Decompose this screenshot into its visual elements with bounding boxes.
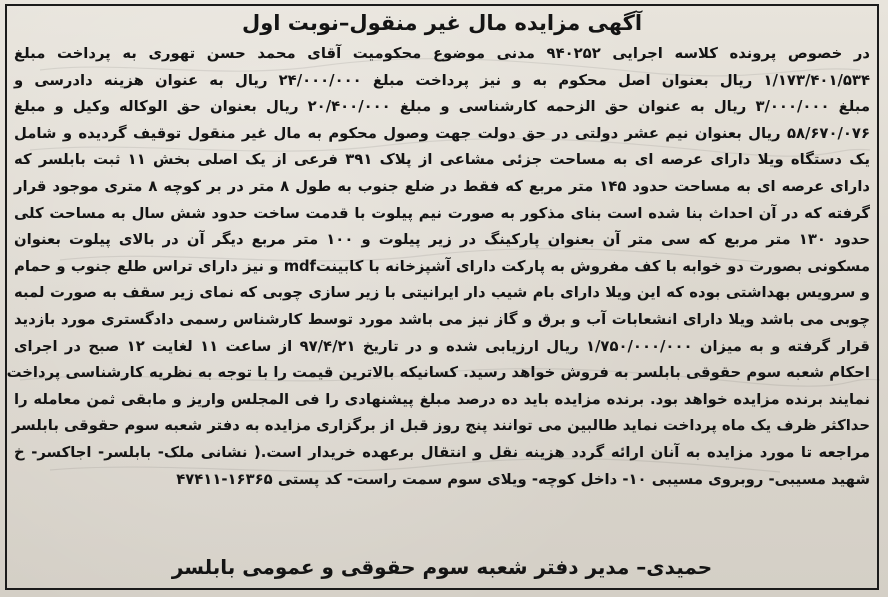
body-line: دارای عرصه ای به مساحت حدود ۱۴۵ متر مربع که فقط در ضلع جنوب به طول ۸ متر در بر کوچه ۸ متری موجود قرار [14, 177, 870, 195]
body-line: قرار گرفته و به میزان ۱/۷۵۰/۰۰۰/۰۰۰ ریال ارزیابی شده و در تاریخ ۹۷/۴/۲۱ از ساعت ۱۱ لغایت ۱۲ صبح در اجرای [14, 337, 870, 355]
body-line: احکام شعبه سوم حقوقی بابلسر به فروش خواهد رسید. کسانیکه بالاترین قیمت را با توجه به نظریه کارشناسی پرداخت [6, 364, 870, 382]
body-line: و سرویس بهداشتی بوده که این ویلا دارای بام شیب دار ایرانیتی با زیر سازی چوبی که نمای زیر سقف به صورت لمبه [14, 284, 870, 302]
notice-content [6, 8, 871, 584]
body-line: یک دستگاه ویلا دارای عرصه ای به مساحت جزئی مشاعی از پلاک ۳۹۱ فرعی از یک اصلی بخش ۱۱ ثبت بابلسر که [14, 151, 870, 169]
body-line: در خصوص پرونده کلاسه اجرایی ۹۴۰۲۵۲ مدنی موضوع محکومیت آقای محمد حسن تهوری به پرداخت مبلغ [14, 45, 871, 62]
body-line: مبلغ ۳/۰۰۰/۰۰۰ ریال به عنوان حق الزحمه کارشناسی و مبلغ ۲۰/۴۰۰/۰۰۰ ریال بعنوان حق الوکاله وکیل و مبلغ [14, 98, 870, 116]
body-line: ۱/۱۷۳/۴۰۱/۵۳۴ ریال بعنوان اصل محکوم به و نیز پرداخت مبلغ ۲۴/۰۰۰/۰۰۰ ریال به عنوان هزینه دادرسی و [14, 71, 870, 89]
body-line: ۵۸/۶۷۰/۰۷۶ ریال بعنوان نیم عشر دولتی در حق دولت جهت وصول محکوم به مال غیر منقول توقیف گردیده و شامل [14, 124, 870, 142]
notice-title: آگهی مزایده مال غیر منقول–نوبت اول [241, 11, 643, 35]
body-line: مسکونی بصورت دو خوابه با کف مفروش به پارکت دارای آشپزخانه با کابینتmdf و نیز دارای تراس طلع جنوب و حمام [14, 257, 870, 275]
body-line: مراجعه تا مورد مزایده به آنان ارائه گردد هزینه نقل و انتقال برعهده خریدار است.( نشانی ملک- بابلسر- اجاکسر- خ [14, 443, 870, 461]
body-line: حدود ۱۳۰ متر مربع که سی متر آن بعنوان پارکینگ در زیر پیلوت و ۱۰۰ متر مربع دیگر آن در بالای پیلوت بعنوان [14, 231, 870, 249]
notice-body [6, 41, 871, 493]
body-line: چوبی می باشد ویلا دارای انشعابات آب و برق و گاز نیز می باشد مورد توسط کارشناس رسمی دادگستری مورد بازدید [14, 310, 870, 328]
body-line: شهید مسیبی- روبروی مسیبی ۱۰- داخل کوچه- ویلای سوم سمت راست- کد پستی ۱۶۳۶۵-۴۷۴۱۱ [176, 470, 870, 488]
body-line: نمایند برنده مزایده خواهد بود. برنده مزایده باید ده درصد مبلغ پیشنهادی را فی المجلس واریز و مابقی ثمن معامله را [14, 390, 870, 408]
body-line: گرفته که در آن احداث بنا شده است بنای مذکور به صورت نیم پیلوت با قدمت ساخت حدود شش سال به مساحت کلی [14, 204, 870, 222]
body-line: حداکثر ظرف یک ماه پرداخت نماید طالبین می توانند پنج روز قبل از برگزاری مزایده به دفتر شعبه سوم حقوقی بابلسر [11, 417, 870, 435]
notice-signature: حمیدی– مدیر دفتر شعبه سوم حقوقی و عمومی بابلسر [171, 555, 713, 579]
